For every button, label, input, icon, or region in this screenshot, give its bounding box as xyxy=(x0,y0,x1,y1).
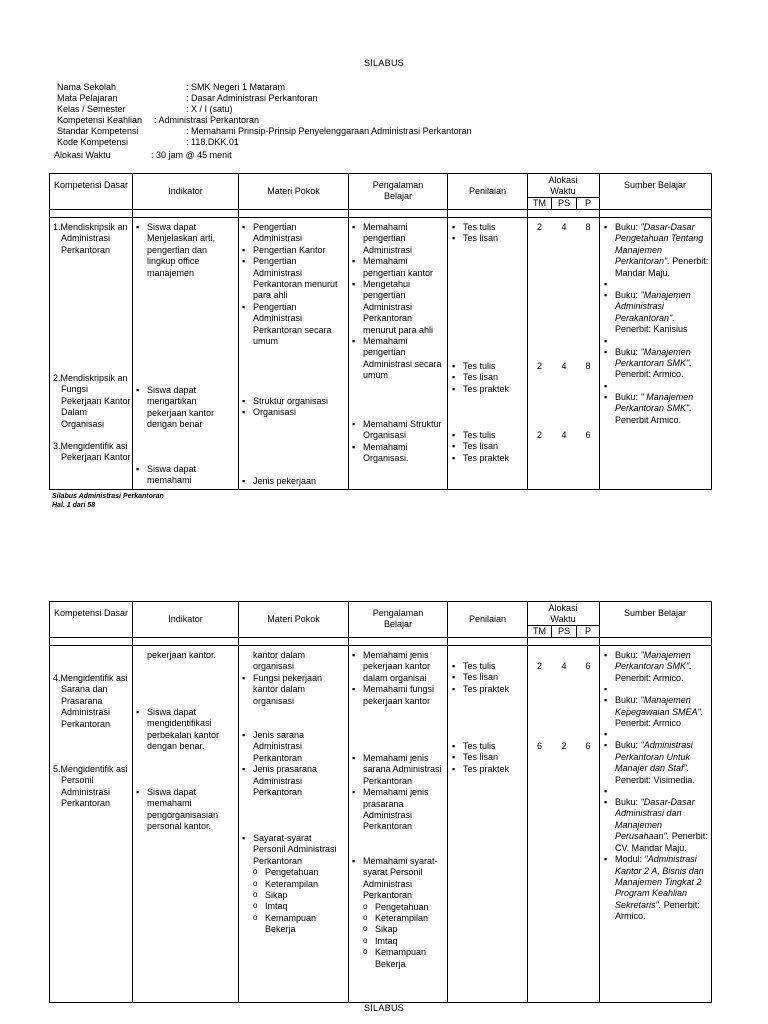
pengalaman-item: ▪ Memahami syarat-syarat Personil Administrasi Perkantoran xyxy=(351,856,445,902)
footer-page-number: Hal. 1 dari 58 xyxy=(52,502,96,509)
alokasi-tm: 6 xyxy=(536,741,542,751)
materi-item: ▪ Jenis pekerjaan xyxy=(241,476,345,487)
col-header-tm: TM xyxy=(533,626,546,636)
indikator-cell xyxy=(135,385,235,431)
kd-item: 5.Mengidentifik asi Personil Administrasi Perkantoran xyxy=(53,764,128,809)
pengalaman-item: ▪ Memahami jenis prasarana Administrasi Perkantoran xyxy=(351,787,445,833)
header-row: Kompetensi Keahlian : Administrasi Perkantoran xyxy=(57,115,260,125)
materi-item: ▪ Organisasi xyxy=(241,407,345,418)
page-title: SILABUS xyxy=(363,58,405,68)
penilaian-item: ▪ Tes praktek xyxy=(451,764,526,775)
penilaian-item: ▪ Tes praktek xyxy=(451,384,526,395)
kd-item: 4.Mengidentifik asi Sarana dan Prasarana Administrasi Perkantoran xyxy=(53,673,128,729)
col-header-sumber: Sumber Belajar xyxy=(623,180,687,190)
pengalaman-item: ▪ Memahami pengertian Administrasi secara umum xyxy=(351,336,445,382)
penilaian-cell xyxy=(451,741,526,775)
materi-item: ▪ Pengertian Administrasi Perkantoran menurut para ahli xyxy=(241,256,345,302)
col-header-pengalaman: Pengalaman Belajar xyxy=(372,608,424,629)
col-header-ps: PS xyxy=(557,626,570,636)
alokasi-p: 6 xyxy=(585,661,591,671)
penilaian-cell xyxy=(451,661,526,695)
penilaian-item: ▪ Tes lisan xyxy=(451,372,526,383)
sumber-cell xyxy=(603,650,709,923)
penilaian-item: ▪ Tes lisan xyxy=(451,233,526,244)
pengalaman-item: ▪ Memahami Struktur Organisasi xyxy=(351,419,445,442)
col-header-p: P xyxy=(584,626,591,636)
materi-cell xyxy=(241,222,345,347)
sumber-item: ▪ Buku: "Manajemen Perkantoran SMK". Penerbit: Armico. xyxy=(603,347,709,381)
sumber-item: ▪ Buku: "Manajemen Perkantoran SMK". Penerbit: Armico. xyxy=(603,650,709,684)
col-header-p: P xyxy=(584,198,591,208)
header-row: Kelas / Semester : X / I (satu) xyxy=(57,104,233,114)
materi-cell xyxy=(241,730,345,798)
materi-item: ▪ Pengertian Kantor xyxy=(241,245,345,256)
pengalaman-item: ▪ Memahami pengertian Administrasi xyxy=(351,222,445,256)
penilaian-item: ▪ Tes lisan xyxy=(451,672,526,683)
penilaian-cell xyxy=(451,361,526,395)
indikator-cell xyxy=(135,222,235,279)
materi-item: ▪ Jenis prasarana Administrasi Perkantoran xyxy=(241,764,345,798)
pengalaman-cell xyxy=(351,856,445,970)
footer-doc-name: Silabus Administrasi Perkantoran xyxy=(52,493,164,500)
penilaian-cell xyxy=(451,222,526,245)
indikator-item: ▪ Siswa dapat memahami pengorganisasian personal kantor. xyxy=(135,787,235,833)
col-header-materi: Materi Pokok xyxy=(267,614,320,624)
materi-subitem: o Imtaq xyxy=(241,901,345,912)
materi-item: ▪ Sayarat-syarat Personil Administrasi Perkantoran xyxy=(241,833,345,867)
indikator-cell xyxy=(147,650,235,661)
kd-item: 2.Mendiskripsik an Fungsi Pekerjaan Kantor Dalam Organisasi xyxy=(53,373,131,429)
kd-cell xyxy=(53,373,131,430)
pengalaman-item: ▪ Memahami jenis pekerjaan kantor dalam organisai xyxy=(351,650,445,684)
penilaian-item: ▪ Tes praktek xyxy=(451,684,526,695)
penilaian-item: ▪ Tes praktek xyxy=(451,453,526,464)
kd-item: 1.Mendiskripsik an Administrasi Perkantoran xyxy=(53,222,128,255)
header-row: Nama Sekolah : SMK Negeri 1 Mataram xyxy=(57,82,286,92)
col-header-penilaian: Penilaian xyxy=(468,186,507,196)
pengalaman-subitem: o Pengetahuan xyxy=(351,902,445,913)
sumber-item: ▪ Buku: "Manajemen Administrasi Perakantoran". Penerbit: Kanisius xyxy=(603,290,709,336)
materi-cell xyxy=(241,396,345,419)
alokasi-p: 8 xyxy=(585,222,591,232)
materi-subitem: o Sikap xyxy=(241,890,345,901)
sumber-item: ▪ Buku: "Dasar-Dasar Pengetahuan Tentang Manajemen Perkantoran". Penerbit: Mandar Maju. xyxy=(603,222,709,279)
alokasi-p: 6 xyxy=(585,741,591,751)
header-row: Mata Pelajaran : Dasar Administrasi Perkantoran xyxy=(57,93,318,103)
alokasi-ps: 2 xyxy=(561,741,567,751)
indikator-item: pekerjaan kantor. xyxy=(147,650,217,660)
pengalaman-item: ▪ Memahami jenis sarana Administrasi Perkantoran xyxy=(351,753,445,787)
kd-cell xyxy=(53,764,131,810)
sumber-item: ▪ Buku: "Administrasi Perkantoran Untuk Manajer dan Staf". Penerbit: Visimedia. xyxy=(603,740,709,786)
alokasi-tm: 2 xyxy=(536,430,542,440)
materi-item: ▪ Pengertian Administrasi xyxy=(241,222,345,245)
col-header-sumber: Sumber Belajar xyxy=(623,608,687,618)
col-header-kd: Kompetensi Dasar xyxy=(53,608,129,618)
indikator-cell xyxy=(135,707,235,753)
header-row: Kode Kompetensi : 118.DKK.01 xyxy=(57,137,239,147)
sumber-item: ▪ Buku: "Dasar-Dasar Administrasi dan Manajemen Perusahaan". Penerbit: CV. Mandar Maju. xyxy=(603,797,709,854)
pengalaman-cell xyxy=(351,222,445,382)
pengalaman-item: ▪ Mengetahui pengertian Administrasi Perkantoran menurut para ahli xyxy=(351,279,445,336)
materi-item: ▪ Fungsi pekerjaan kantor dalam organisasi xyxy=(241,673,345,707)
materi-item: ▪ Jenis sarana Administrasi Perkantoran xyxy=(241,730,345,764)
col-header-indikator: Indikator xyxy=(168,614,203,624)
penilaian-item: ▪ Tes tulis xyxy=(451,661,526,672)
indikator-item: ▪ Siswa dapat mengidentifikasi perbekalan kantor dengan benar. xyxy=(135,707,235,753)
sumber-item: ▪ Modul: "Administrasi Kantor 2 A, Bisnis dan Manajemen Tingkat 2 Program Keahlian Sekretaris". Penerbit: Armico. xyxy=(603,854,709,922)
alokasi-tm: 2 xyxy=(536,661,542,671)
alokasi-ps: 4 xyxy=(561,361,567,371)
alokasi-ps: 4 xyxy=(561,222,567,232)
kd-cell xyxy=(53,222,131,256)
page-title-bottom: SILABUS xyxy=(363,1003,405,1013)
sumber-item: ▪ Buku: " Manajemen Perkantoran SMK". Penerbit Armico. xyxy=(603,392,709,426)
materi-item: kantor dalam organisasi xyxy=(253,650,306,672)
col-header-tm: TM xyxy=(533,198,546,208)
col-header-indikator: Indikator xyxy=(168,186,203,196)
kd-cell xyxy=(53,441,131,464)
sumber-cell xyxy=(603,222,709,426)
pengalaman-subitem: o Sikap xyxy=(351,924,445,935)
indikator-item: ▪ Siswa dapat Menjelaskan arti, pengertian dan lingkup office manajemen xyxy=(135,222,235,279)
col-header-kd: Kompetensi Dasar xyxy=(53,180,129,190)
materi-cell xyxy=(241,833,345,936)
col-header-penilaian: Penilaian xyxy=(468,614,507,624)
materi-subitem: o Pengetahuan xyxy=(241,867,345,878)
col-header-ps: PS xyxy=(557,198,570,208)
kd-cell xyxy=(53,673,131,730)
penilaian-item: ▪ Tes tulis xyxy=(451,741,526,752)
penilaian-item: ▪ Tes lisan xyxy=(451,441,526,452)
materi-subitem: o Kemampuan Bekerja xyxy=(241,913,345,936)
pengalaman-cell xyxy=(351,419,445,465)
pengalaman-cell xyxy=(351,753,445,833)
pengalaman-item: ▪ Memahami fungsi pekerjaan kantor xyxy=(351,684,445,707)
pengalaman-item: ▪ Memahami Organisasi. xyxy=(351,442,445,465)
col-header-pengalaman: Pengalaman Belajar xyxy=(372,180,424,201)
pengalaman-subitem: o Keterampilan xyxy=(351,913,445,924)
indikator-item: ▪ Siswa dapat memahami xyxy=(135,464,235,487)
penilaian-item: ▪ Tes lisan xyxy=(451,752,526,763)
alokasi-ps: 4 xyxy=(561,430,567,440)
col-header-alokasi: Alokasi Waktu xyxy=(548,175,578,196)
alokasi-p: 6 xyxy=(585,430,591,440)
pengalaman-subitem: o Kemampuan Bekerja xyxy=(351,947,445,970)
pengalaman-item: ▪ Memahami pengertian kantor xyxy=(351,256,445,279)
pengalaman-cell xyxy=(351,650,445,707)
indikator-cell xyxy=(135,787,235,833)
alokasi-ps: 4 xyxy=(561,661,567,671)
penilaian-cell xyxy=(451,430,526,464)
pengalaman-subitem: o Imtaq xyxy=(351,936,445,947)
col-header-materi: Materi Pokok xyxy=(267,186,320,196)
materi-item: ▪ Struktur organisasi xyxy=(241,396,345,407)
header-row: Alokasi Waktu : 30 jam @ 45 menit xyxy=(54,150,232,160)
alokasi-p: 8 xyxy=(585,361,591,371)
sumber-item: ▪ Buku: "Manajemen Kepegawaian SMEA". Penerbit: Armico xyxy=(603,695,709,729)
kd-item: 3.Mengidentifik asi Pekerjaan Kantor xyxy=(53,441,131,463)
penilaian-item: ▪ Tes tulis xyxy=(451,222,526,233)
header-row: Standar Kompetensi : Memahami Prinsip-Prinsip Penyelenggaraan Administrasi Perkantoran xyxy=(57,126,472,136)
col-header-alokasi: Alokasi Waktu xyxy=(548,603,578,624)
materi-subitem: o Keterampilan xyxy=(241,879,345,890)
indikator-item: ▪ Siswa dapat mengartikan pekerjaan kantor dengan benar xyxy=(135,385,235,431)
materi-cell xyxy=(241,650,345,707)
indikator-cell xyxy=(135,464,235,487)
penilaian-item: ▪ Tes tulis xyxy=(451,430,526,441)
penilaian-item: ▪ Tes tulis xyxy=(451,361,526,372)
materi-item: ▪ Pengertian Administrasi Perkantoran secara umum xyxy=(241,302,345,348)
alokasi-tm: 2 xyxy=(536,361,542,371)
alokasi-tm: 2 xyxy=(536,222,542,232)
materi-cell xyxy=(241,476,345,487)
